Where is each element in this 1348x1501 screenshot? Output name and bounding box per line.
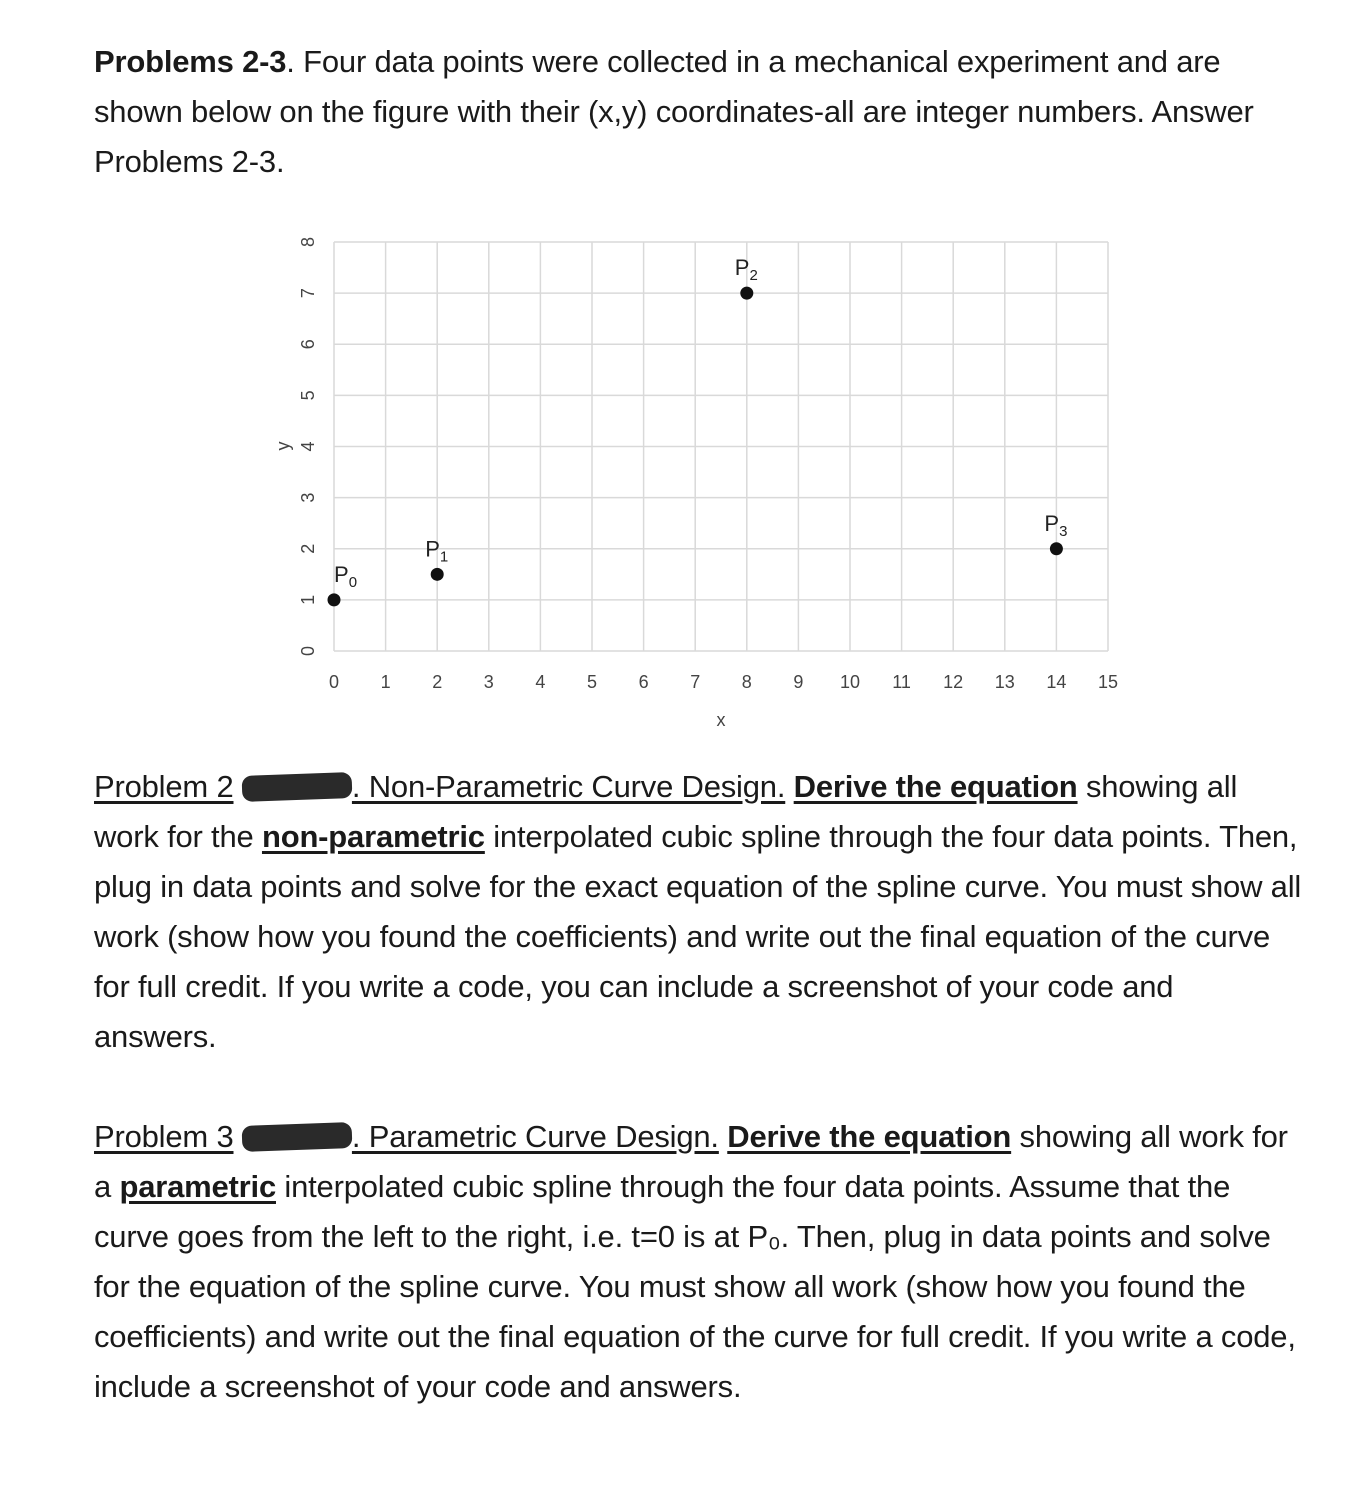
problem-3-text-2: interpolated cubic spline through the four data points. Assume that the curve goes from the left to the right, i.e. t=0 is at P₀. Then, plug in data points and solve for the equation of the spline curve. You must show all work (show how you found the coefficients) and write out the final equation of the curve for full credit. If you write a code, include a screenshot of your code and answers.: [94, 1169, 1296, 1404]
y-axis-label: y: [273, 441, 293, 451]
x-tick-labels: [329, 672, 1118, 692]
x-axis-label: x: [716, 710, 726, 730]
x-tick-label: 3: [483, 672, 494, 692]
x-tick-label: 14: [1046, 672, 1067, 692]
x-tick-label: 13: [994, 672, 1015, 692]
problem-3-derive: Derive the equation: [727, 1119, 1012, 1154]
data-points: [328, 255, 1068, 606]
data-point-label: $P_1$: [425, 536, 449, 566]
problem-2-key: non-parametric: [261, 819, 485, 854]
y-tick-label: 6: [298, 339, 318, 350]
x-tick-label: 4: [535, 672, 546, 692]
redaction-mark: [242, 772, 353, 802]
x-tick-label: 2: [432, 672, 443, 692]
x-tick-label: 11: [892, 672, 911, 692]
intro-text: . Four data points were collected in a mechanical experiment and are shown below on the figure with their (x,y) coordinates-all are integer numbers. Answer Problems 2-3.: [94, 44, 1254, 179]
problem-3-label: Problem 3: [94, 1119, 234, 1154]
problem-2-derive: Derive the equation: [793, 769, 1078, 804]
y-tick-label: 8: [298, 236, 318, 248]
x-tick-label: 8: [741, 672, 752, 692]
x-tick-label: 0: [328, 672, 340, 692]
problem-3-key: parametric: [119, 1169, 276, 1204]
redaction-mark: [242, 1122, 353, 1152]
y-tick-labels: [298, 237, 318, 656]
problem-2-title: . Non-Parametric Curve Design.: [351, 769, 786, 804]
x-tick-label: 9: [793, 672, 804, 692]
data-point-label: $P_0$: [334, 561, 358, 591]
x-tick-label: 7: [690, 672, 701, 692]
y-tick-label: 7: [298, 288, 318, 299]
y-tick-label: 3: [298, 492, 318, 503]
data-point-label: $P_3$: [1044, 510, 1068, 540]
data-point-marker: [740, 287, 753, 300]
y-tick-label: 1: [298, 594, 318, 605]
problem-2-text-1: showing all work for the: [94, 769, 1238, 854]
x-tick-label: 12: [943, 672, 964, 692]
x-tick-label: 1: [380, 672, 391, 692]
problem-2-text-2: interpolated cubic spline through the four data points. Then, plug in data points and solve for the exact equation of the spline curve. You must show all work (show how you found the coefficients) and write out the final equation of the curve for full credit. If you write a code, you can include a screenshot of your code and answers.: [94, 819, 1302, 1054]
x-tick-label: 10: [839, 672, 861, 692]
y-tick-label: 5: [298, 390, 318, 401]
problem-2-paragraph: [94, 762, 1304, 1062]
y-tick-label: 2: [298, 543, 318, 554]
chart-grid: [334, 242, 1108, 651]
x-tick-label: 15: [1097, 672, 1119, 692]
x-tick-label: 6: [638, 672, 649, 692]
data-point-label: $P_2$: [734, 255, 758, 285]
problem-3-text-1: showing all work for a: [94, 1119, 1288, 1204]
problem-2-label: Problem 2: [94, 769, 234, 804]
x-tick-label: 5: [586, 672, 598, 692]
y-tick-label: 4: [298, 441, 318, 452]
data-point-marker: [431, 568, 444, 581]
data-point-marker: [1050, 542, 1063, 555]
y-tick-label: 0: [298, 645, 318, 657]
problem-3-paragraph: [94, 1112, 1304, 1412]
problem-3-title: . Parametric Curve Design.: [351, 1119, 719, 1154]
intro-heading: Problems 2-3: [94, 44, 287, 79]
data-point-marker: [328, 593, 341, 606]
